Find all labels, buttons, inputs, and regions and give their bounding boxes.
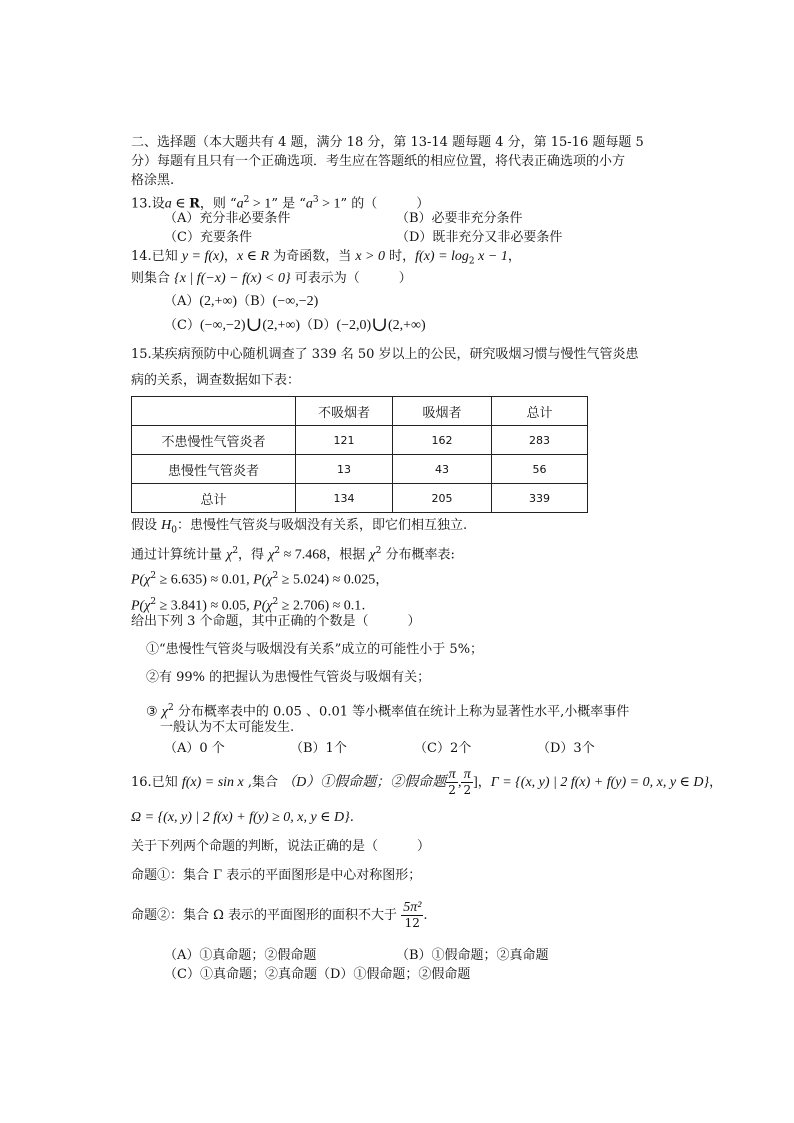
option-d: （D）3个	[537, 741, 595, 756]
question-16-stem	[131, 768, 722, 798]
omega-set-line	[131, 809, 354, 827]
var-a: a	[236, 196, 244, 212]
fraction	[461, 768, 473, 797]
math-expr: {x | f(−x) − f(x) < 0}	[174, 271, 291, 286]
gamma-set: Γ = {(x, y) | 2 f(x) + f(y) = 0, x, y ∈ D}	[490, 775, 710, 790]
statement-2: ②有 99% 的把握认为患慢性气管炎与吸烟有关；	[146, 670, 431, 685]
table-header-cell: 吸烟者	[393, 397, 492, 426]
option-label: （A）	[164, 294, 200, 309]
table-cell: 283	[492, 426, 588, 455]
math-expr: P(	[131, 572, 145, 588]
stem-text: 设	[151, 196, 165, 212]
chi-symbol: χ	[369, 547, 376, 563]
fraction	[446, 768, 458, 797]
text: ，	[709, 775, 723, 790]
table-row	[132, 455, 588, 484]
table-cell: 205	[393, 484, 492, 513]
option-c-d	[164, 966, 470, 984]
table-header-row	[132, 397, 588, 426]
denominator: 2	[463, 783, 472, 797]
text: ，根据	[326, 547, 370, 563]
stem-text: ，则 “	[199, 196, 237, 212]
subscript: 2	[468, 256, 475, 267]
survey-table	[131, 396, 588, 513]
option-b: (−∞,−2)	[272, 294, 319, 309]
option-b: （B）1个	[290, 741, 347, 756]
real-set-symbol: R	[189, 196, 200, 212]
option-c: （C）充要条件	[164, 230, 252, 245]
h-symbol: H	[161, 518, 172, 533]
text: ]	[473, 775, 478, 790]
option-d: （D）①假命题；②假命题	[316, 967, 471, 982]
var-a: a	[164, 196, 172, 212]
math-expr: ≥ 3.841) ≈ 0.05	[156, 598, 247, 614]
elem-symbol: ∈	[171, 196, 190, 212]
table-row	[132, 484, 588, 513]
exponent: 2	[150, 571, 157, 581]
exponent: 2	[274, 546, 281, 556]
exponent: 2	[272, 571, 279, 581]
option-a: （A）充分非必要条件	[164, 211, 291, 226]
math-expr: ≥ 5.024) ≈ 0.025	[278, 572, 376, 588]
text: 假设	[131, 518, 162, 533]
stem-text: ，	[507, 249, 521, 264]
option-c: （C）2个	[414, 741, 472, 756]
table-header-cell: 不吸烟者	[296, 397, 393, 426]
table-cell: 不患慢性气管炎者	[132, 426, 296, 455]
math-expr: ≥ 6.635) ≈ 0.01	[156, 572, 247, 588]
stem-text: 可表示为（ ）	[290, 271, 412, 286]
text: 分布概率表:	[381, 547, 455, 563]
question-15-stem-2: 病的关系，调查数据如下表：	[131, 373, 301, 388]
probability-line-2	[131, 593, 365, 615]
numerator: π	[446, 768, 458, 783]
text: 已知	[151, 775, 182, 790]
text: .	[361, 598, 366, 614]
exponent: 2	[232, 546, 239, 556]
text: ③	[146, 704, 162, 720]
table-header-cell	[132, 397, 296, 426]
table-cell: 患慢性气管炎者	[132, 455, 296, 484]
math-expr: ≈ 7.468	[280, 547, 327, 563]
math-expr: P(	[131, 598, 145, 614]
text: ：患慢性气管炎与吸烟没有关系，即它们相互独立.	[177, 518, 468, 533]
question-14-stem-2	[131, 270, 412, 288]
option-a: (2,+∞)	[199, 294, 238, 309]
section-heading-line-2: 分）每题有且只有一个正确选项．考生应在答题纸的相应位置，将代表正确选项的小方	[131, 154, 626, 169]
question-number: 13.	[131, 196, 152, 212]
given-statements: 给出下列 3 个命题，其中正确的个数是（ ）	[131, 614, 421, 629]
table-cell: 总计	[132, 484, 296, 513]
stem-text: 为奇函数，当	[269, 249, 356, 264]
text: ，得	[238, 547, 269, 563]
union-symbol: ∪	[371, 312, 388, 336]
probability-line-1	[131, 567, 388, 589]
math-expr: x − 1	[474, 249, 508, 264]
chi-symbol: χ	[144, 572, 151, 588]
fraction	[401, 901, 423, 930]
option-b: （B）①假命题；②真命题	[396, 948, 549, 963]
stem-text: ” 是 “	[271, 196, 306, 212]
question-14-stem	[131, 248, 521, 271]
numerator: π	[461, 768, 473, 783]
math-expr: f(x) = log	[415, 249, 469, 264]
inequality: > 1	[249, 196, 272, 212]
stem-text: ” 的（ ）	[340, 196, 430, 212]
numerator: 5π²	[403, 900, 422, 915]
table-cell: 13	[296, 455, 393, 484]
proposition-2	[131, 901, 428, 931]
text: .	[349, 810, 354, 825]
math-expr: ≥ 2.706) ≈ 0.1	[278, 598, 362, 614]
question-15-stem: 15.某疾病预防中心随机调查了 339 名 50 岁以上的公民，研究吸烟习惯与慢性气管炎患	[131, 347, 639, 362]
chi-symbol: χ	[266, 598, 273, 614]
exponent: 2	[375, 546, 382, 556]
text: ,集合	[243, 775, 283, 790]
exponent: 2	[243, 195, 250, 205]
options-cd	[164, 312, 426, 336]
text: ，	[375, 572, 389, 588]
section-heading-line-3: 格涂黑.	[131, 173, 175, 188]
stem-text: 时，	[385, 249, 416, 264]
option-a: （A）①真命题；②假命题	[164, 948, 317, 963]
math-expr: x > 0	[355, 249, 386, 264]
hypothesis-line	[131, 517, 467, 540]
table-row	[132, 426, 588, 455]
math-expr: f(x) = sin x	[181, 775, 244, 790]
statement-1: ①“患慢性气管炎与吸烟没有关系”成立的可能性小于 5%；	[146, 642, 484, 657]
denominator: 2	[448, 783, 456, 797]
text: .	[423, 908, 428, 923]
math-expr: , P(	[246, 598, 267, 614]
question-number: 14.	[131, 249, 152, 264]
option-c-part: (−∞,−2)	[199, 318, 246, 333]
section-heading-line-1: 二、选择题（本大题共有 4 题，满分 18 分，第 13-14 题每题 4 分，第 15-16 题每题 5	[131, 135, 644, 150]
var-a: a	[305, 196, 313, 212]
table-cell: 43	[393, 455, 492, 484]
stem-text: ，	[223, 249, 237, 264]
chi-symbol: χ	[226, 547, 233, 563]
text: 通过计算统计量	[131, 547, 227, 563]
option-label: （C）	[164, 318, 200, 333]
table-header-cell: 总计	[492, 397, 588, 426]
exponent: 3	[312, 195, 319, 205]
option-c-part: (2,+∞)	[262, 318, 301, 333]
table-cell: 121	[296, 426, 393, 455]
exponent: 2	[150, 597, 157, 607]
table-cell: 339	[492, 484, 588, 513]
chi-symbol: χ	[268, 547, 275, 563]
option-d-part: (2,+∞)	[387, 318, 426, 333]
option-label: （D）	[300, 318, 337, 333]
proposition-1: 命题①：集合 Γ 表示的平面图形是中心对称图形；	[131, 868, 422, 883]
math-expr: x ∈ R	[236, 249, 270, 264]
math-expr: （D）①假命题；②假命题	[282, 775, 447, 790]
statement-3-cont: 一般认为不太可能发生.	[160, 720, 295, 735]
exponent: 2	[167, 703, 174, 713]
exponent: 2	[272, 597, 279, 607]
denominator: 12	[404, 916, 420, 930]
text: 命题②：集合 Ω 表示的平面图形的面积不大于	[131, 908, 402, 923]
options-ab	[164, 293, 318, 311]
question-number: 16.	[131, 775, 152, 790]
chi-square-line	[131, 542, 455, 564]
omega-set: Ω = {(x, y) | 2 f(x) + f(y) ≥ 0, x, y ∈ D}	[131, 810, 350, 825]
text: ,	[457, 775, 462, 790]
option-d-part: (−2,0)	[336, 318, 372, 333]
stem-text: 则集合	[131, 271, 175, 286]
statement-3	[146, 699, 629, 721]
chi-symbol: χ	[161, 704, 168, 720]
table-cell: 56	[492, 455, 588, 484]
subscript: 0	[171, 525, 177, 536]
union-symbol: ∪	[245, 312, 263, 336]
stem-text: 已知	[151, 249, 182, 264]
inequality: > 1	[318, 196, 341, 212]
judge-line: 关于下列两个命题的判断，说法正确的是（ ）	[131, 839, 431, 854]
math-expr: y = f(x)	[181, 249, 224, 264]
table-cell: 162	[393, 426, 492, 455]
table-cell: 134	[296, 484, 393, 513]
text: 分布概率表中的 0.05 、0.01 等小概率值在统计上称为显著性水平,小概率事件	[173, 704, 630, 720]
option-c: （C）①真命题；②真命题	[164, 967, 317, 982]
chi-symbol: χ	[144, 598, 151, 614]
option-d: （D）既非充分又非必要条件	[396, 230, 563, 245]
text: ，	[477, 775, 491, 790]
option-b: （B）必要非充分条件	[396, 211, 523, 226]
chi-symbol: χ	[266, 572, 273, 588]
option-label: （B）	[237, 294, 273, 309]
math-expr: , P(	[246, 572, 267, 588]
option-a: （A）0 个	[164, 741, 225, 756]
